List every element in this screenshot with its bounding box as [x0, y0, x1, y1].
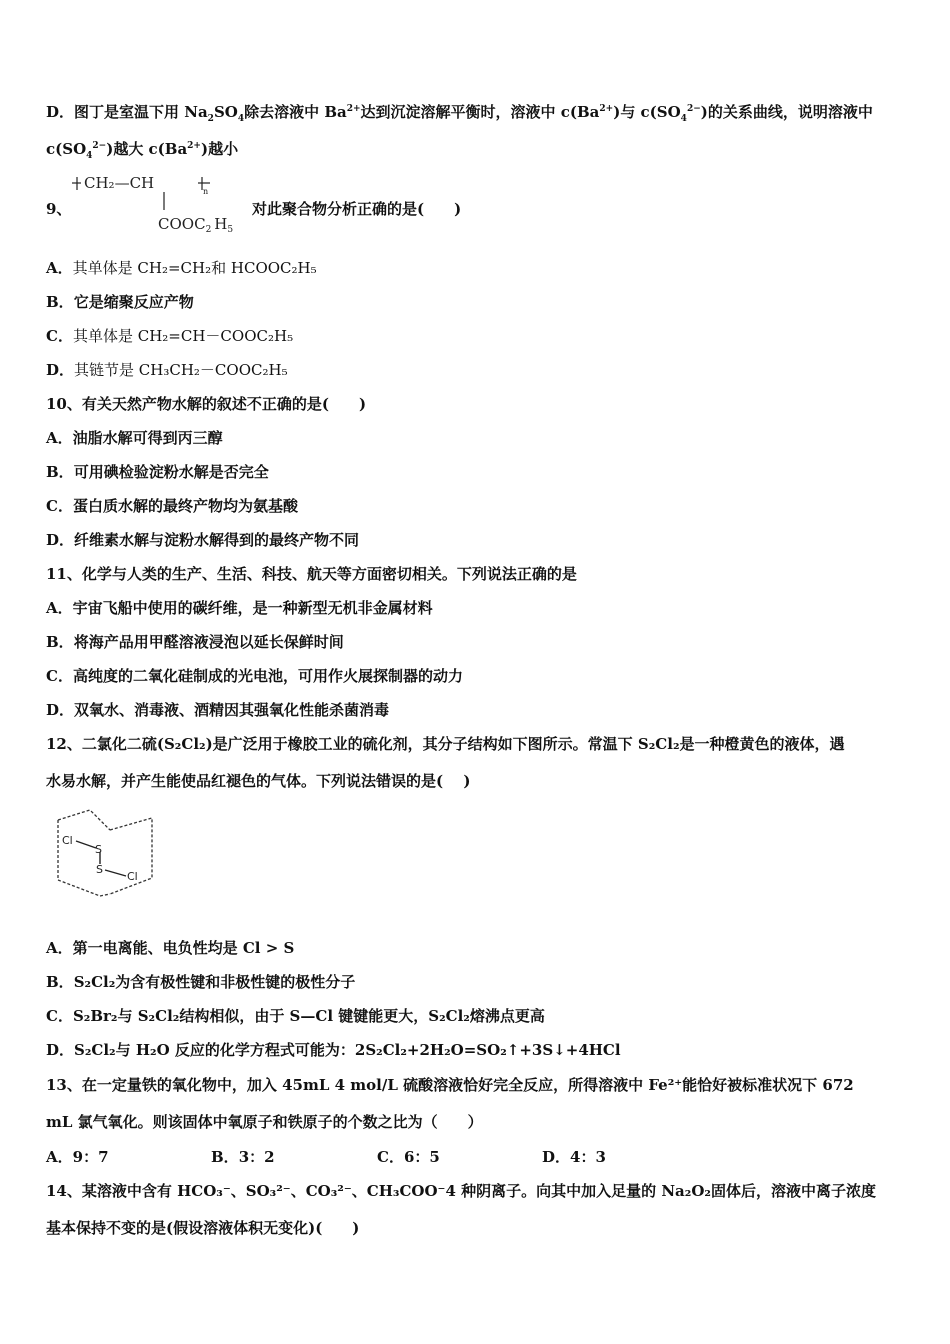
q13-option-d: D．4：3 — [542, 1148, 606, 1166]
q14-stem-line2: 基本保持不变的是(假设溶液体积无变化)( ) — [46, 1219, 360, 1237]
q13-stem-line2: mL 氯气氧化。则该固体中氧原子和铁原子的个数之比为（ ） — [46, 1113, 483, 1131]
q13-option-a: A．9：7 — [46, 1148, 109, 1166]
q14-stem-line1: 14、某溶液中含有 HCO₃⁻、SO₃²⁻、CO₃²⁻、CH₃COO⁻4 种阴离子。向其中加入足量的 Na₂O₂固体后，溶液中离子浓度 — [46, 1182, 876, 1200]
q10-stem: 10、有关天然产物水解的叙述不正确的是( ) — [46, 395, 367, 413]
polymer-structure-figure — [70, 172, 260, 238]
q11-option-d: D．双氧水、消毒液、酒精因其强氧化性能杀菌消毒 — [46, 701, 390, 719]
q11-stem: 11、化学与人类的生产、生活、科技、航天等方面密切相关。下列说法正确的是 — [46, 565, 577, 583]
polymer-chain-text: CH₂—CH — [84, 174, 155, 192]
q9-option-c: C．其单体是 CH₂=CH－COOC₂H₅ — [46, 327, 294, 345]
q13-stem-line1: 13、在一定量铁的氧化物中，加入 45mL 4 mol/L 硫酸溶液恰好完全反应，所得溶液中 Fe²⁺能恰好被标准状况下 672 — [46, 1076, 854, 1094]
q13-option-c: C．6：5 — [377, 1148, 440, 1166]
s2cl2-structure-figure — [50, 808, 160, 900]
q9-option-b: B．它是缩聚反应产物 — [46, 293, 194, 311]
q8-option-d-line2: $c(SO_4^{2-})$越大 $c(Ba^{2+})$越小 — [46, 140, 239, 161]
q12-stem-line1: 12、二氯化二硫(S₂Cl₂)是广泛用于橡胶工业的硫化剂，其分子结构如下图所示。常温下 S₂Cl₂是一种橙黄色的液体，遇 — [46, 735, 845, 753]
q9-number: 9、 — [46, 200, 72, 218]
q8-option-d-line1: D．图丁是室温下用 $Na_2SO_4$除去溶液中 $Ba^{2+}$达到沉淀溶解平衡时，溶液中 $c(Ba^{2+})$与 $c(SO_4^{2-})$的关系曲线，说明溶液中 — [46, 103, 873, 124]
q11-option-c: C．高纯度的二氧化硅制成的光电池，可用作火展探制器的动力 — [46, 667, 463, 685]
q13-option-b: B．3：2 — [211, 1148, 275, 1166]
q9-option-a: A．其单体是 CH₂=CH₂和 HCOOC₂H₅ — [46, 259, 317, 277]
q12-option-c: C．S₂Br₂与 S₂Cl₂结构相似，由于 S—Cl 键键能更大，S₂Cl₂熔沸点更高 — [46, 1007, 545, 1025]
polymer-side-group: $COOC_2$ $H_5$ — [158, 215, 234, 235]
polymer-n-subscript: n — [203, 187, 209, 196]
q9-stem: 对此聚合物分析正确的是( ) — [252, 200, 462, 218]
q12-option-b: B．S₂Cl₂为含有极性键和非极性键的极性分子 — [46, 973, 356, 991]
q10-option-c: C．蛋白质水解的最终产物均为氨基酸 — [46, 497, 298, 515]
molecule-s-atom-2: S — [96, 863, 103, 876]
q12-stem-line2: 水易水解，并产生能使品红褪色的气体。下列说法错误的是( ) — [46, 772, 471, 790]
q11-option-a: A．宇宙飞船中使用的碳纤维，是一种新型无机非金属材料 — [46, 599, 433, 617]
q10-option-a: A．油脂水解可得到丙三醇 — [46, 429, 223, 447]
q9-option-d: D．其链节是 CH₃CH₂－COOC₂H₅ — [46, 361, 288, 379]
molecule-s-atom-1: S — [95, 843, 102, 856]
q12-option-a: A．第一电离能、电负性均是 Cl > S — [46, 939, 295, 957]
q10-option-b: B．可用碘检验淀粉水解是否完全 — [46, 463, 269, 481]
q10-option-d: D．纤维素水解与淀粉水解得到的最终产物不同 — [46, 531, 360, 549]
molecule-cl-atom-2: Cl — [127, 870, 138, 883]
molecule-cl-atom-1: Cl — [62, 834, 73, 847]
q11-option-b: B．将海产品用甲醛溶液浸泡以延长保鲜时间 — [46, 633, 344, 651]
q12-option-d: D．S₂Cl₂与 H₂O 反应的化学方程式可能为：2S₂Cl₂+2H₂O=SO₂↑+3S↓+4HCl — [46, 1041, 621, 1059]
